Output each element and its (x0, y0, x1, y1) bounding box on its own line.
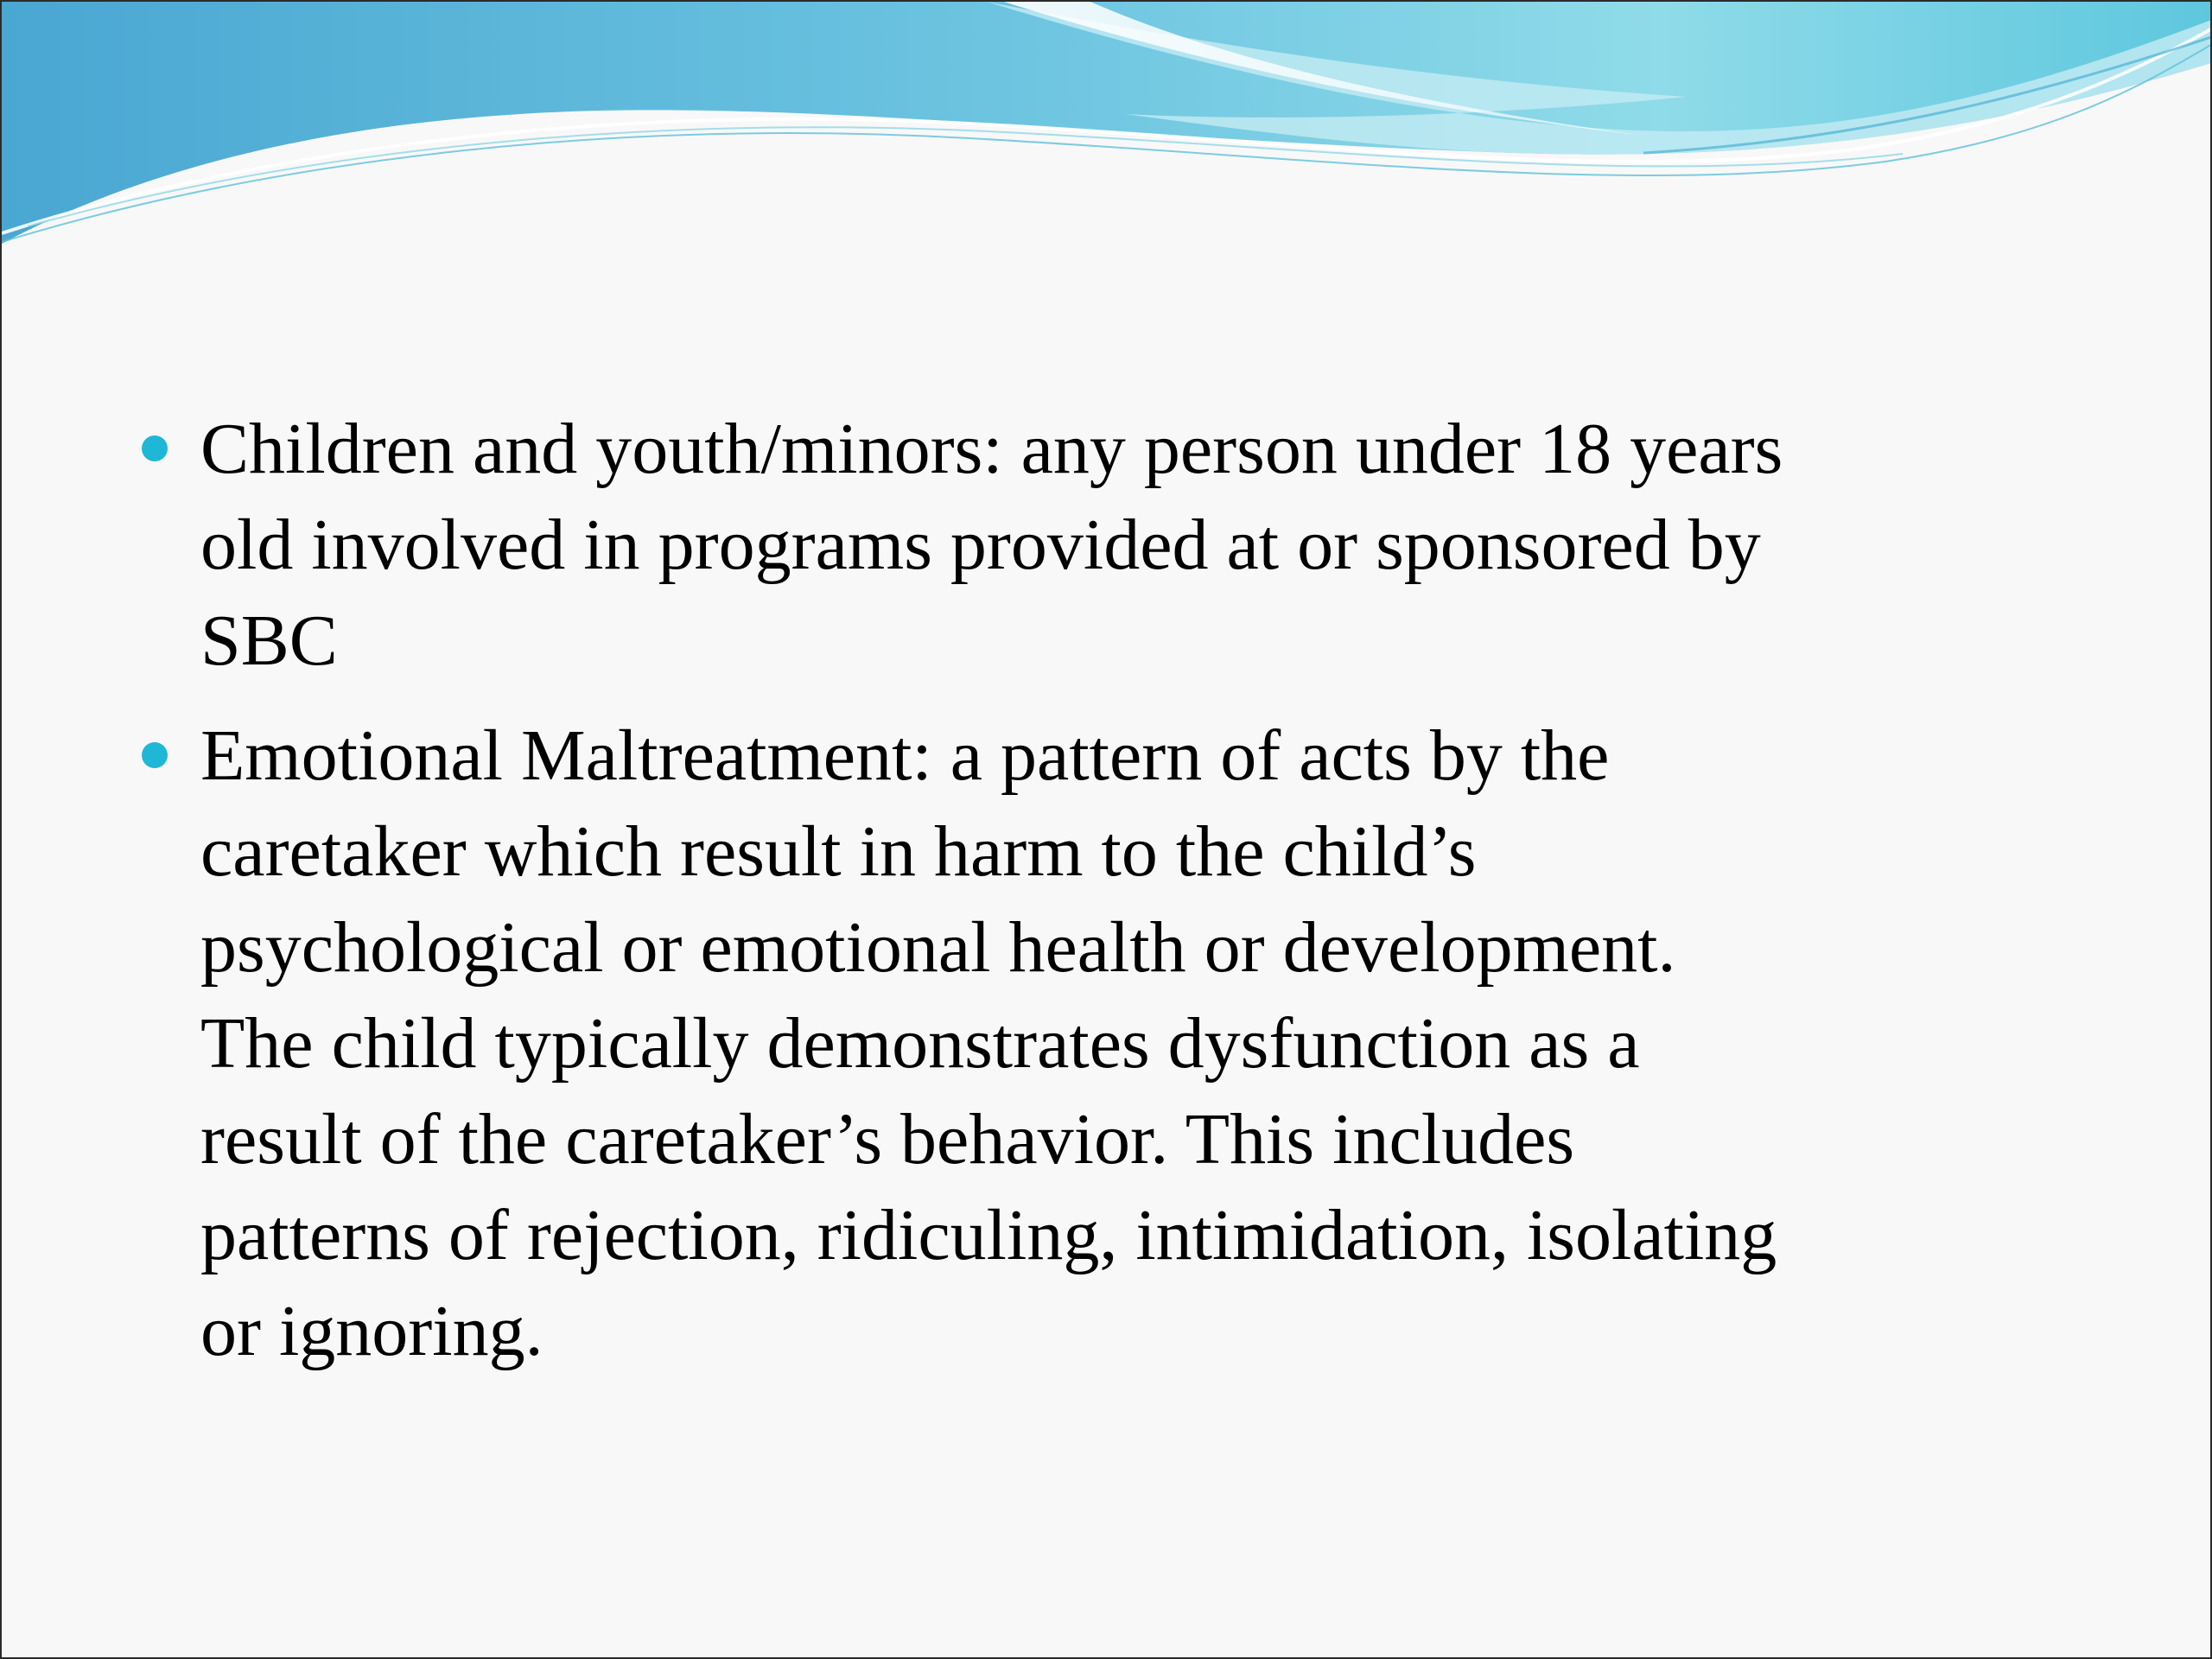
bullet-text: Children and youth/minors: any person under 18 years old involved in programs provided at or sponsored by SBC (200, 409, 1783, 681)
bullet-dot-icon (142, 742, 168, 768)
bullet-item (140, 708, 2101, 1379)
bullet-list (140, 401, 2101, 1398)
bullet-dot-icon (142, 435, 168, 461)
bullet-item (140, 401, 2101, 689)
bullet-text: Emotional Maltreatment: a pattern of acts by the caretaker which result in harm to the child’s psychological or emotional health or development. The child typically demonstrates dysfunction as a result of the caretaker’s behavior. This includes patterns of rejection, ridiculing, intimidation, isolating or ignoring. (200, 715, 1777, 1371)
header-wave-decoration (2, 2, 2212, 261)
